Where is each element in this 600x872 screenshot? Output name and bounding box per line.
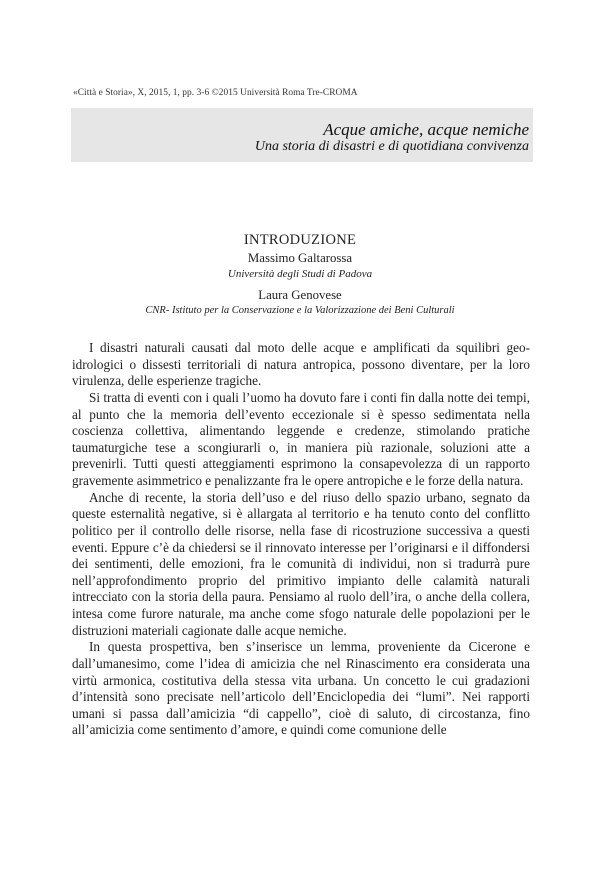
article-subtitle: Una storia di disastri e di quotidiana convivenza (254, 139, 529, 154)
author-affiliation-1: Università degli Studi di Padova (227, 268, 373, 280)
author-affiliation-2: CNR- Istituto per la Conservazione e la Valorizzazione dei Beni Culturali (145, 305, 455, 316)
article-body (72, 340, 530, 739)
author-name-1: Massimo Galtarossa (247, 251, 353, 265)
body-paragraph-3: Anche di recente, la storia dell’uso e del riuso dello spazio urbano, segnato da queste esternalità negative, si è allargata al territorio e ha tenuto conto del conflitto politico per il controllo delle risorse, nella fase di ricostruzione successiva a questi eventi. Eppure c’è da chiedersi se il rinnovato interesse per l’originarsi e il diffondersi dei sentimenti, delle emozioni, fra le comunità di individui, non si tradurrà pure nell’approfondimento proprio del primitivo impianto delle calamità naturali intrecciato con la storia della paura. Pensiamo al ruolo dell’ira, o anche della collera, intesa come furore naturale, ma anche come sfogo naturale delle popolazioni per le distruzioni materiali cagionate dalle acque nemiche. (72, 489, 530, 638)
article-header-box (71, 108, 533, 162)
author-name-2: Laura Genovese (258, 288, 342, 302)
body-paragraph-4: In questa prospettiva, ben s’inserisce un lemma, proveniente da Cicerone e dall’umanesimo, come l’idea di amicizia che nel Rinascimento era considerata una virtù armonica, costitutiva della stessa vita urbana. Un concetto le cui gradazioni d’intensità sono precisate nell’articolo dell’Enciclopedia dei “lumi”. Nei rapporti umani si passa dall’amicizia “di cappello”, cioè di saluto, di circostanza, fino all’amicizia come sentimento d’amore, e quindi come comunione delle (72, 639, 530, 738)
journal-citation: «Città e Storia», X, 2015, 1, pp. 3-6 ©2015 Università Roma Tre-CROMA (73, 88, 358, 98)
section-title: INTRODUZIONE (243, 232, 357, 248)
body-paragraph-2: Si tratta di eventi con i quali l’uomo ha dovuto fare i conti fin dalla notte dei tempi, al punto che la memoria dell’evento eccezionale si è spesso sedimentata nella coscienza collettiva, alimentando leggende e credenze, stimolando pratiche taumaturgiche tese a scongiurarli o, in maniera più razionale, soluzioni atte a prevenirli. Tutti questi atteggiamenti esprimono la consapevolezza di un rapporto gravemente asimmetrico e penalizzante fra le opere antropiche e le forze della natura. (72, 389, 530, 488)
body-paragraph-1: I disastri naturali causati dal moto delle acque e amplificati da squilibri geoidrologici o dissesti territoriali di natura antropica, possono diventare, per la loro virulenza, delle esperienze tragiche. (72, 340, 530, 389)
article-title: Acque amiche, acque nemiche (323, 120, 529, 139)
